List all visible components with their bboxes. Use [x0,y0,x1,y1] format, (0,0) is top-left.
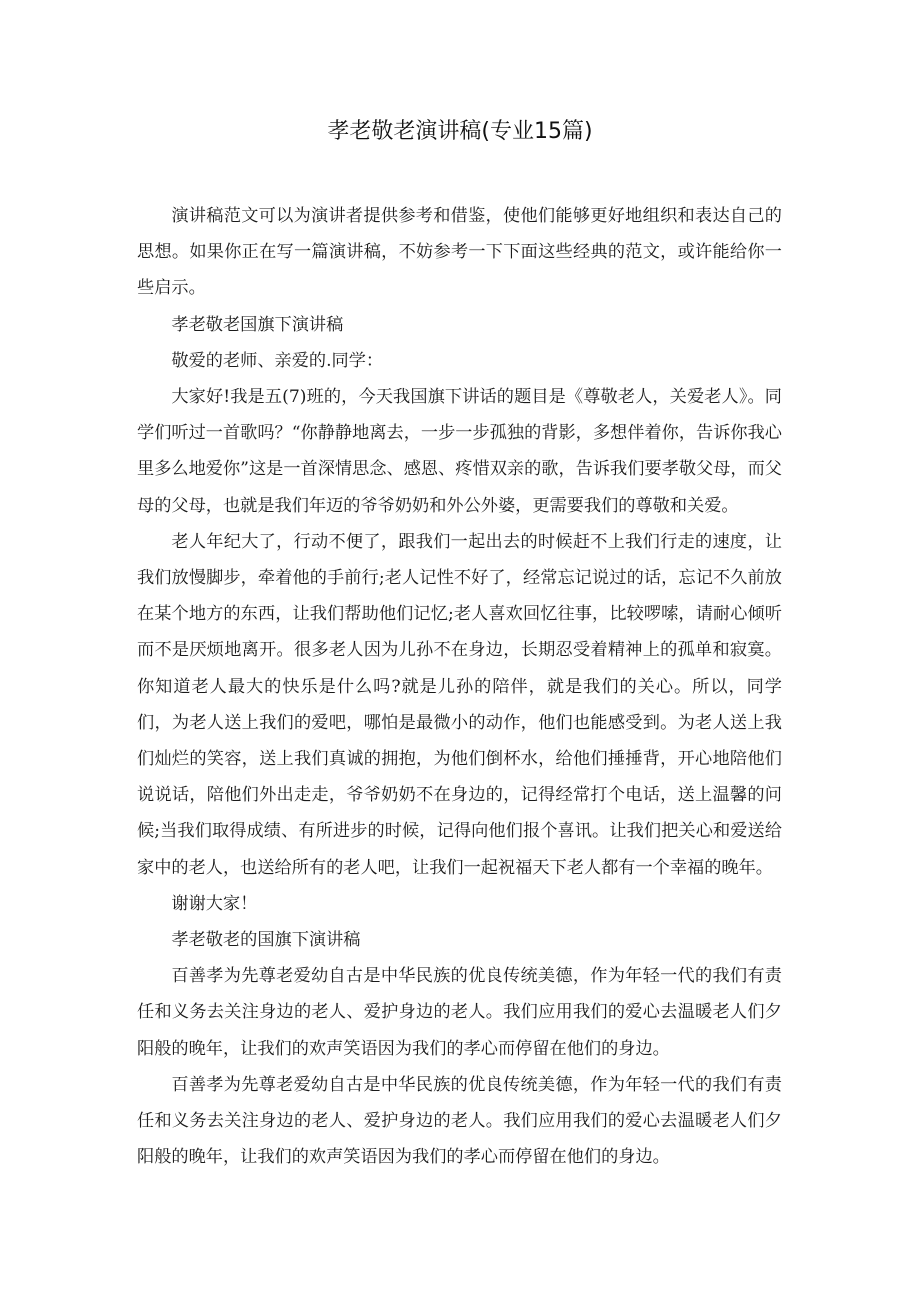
body-paragraph: 老人年纪大了，行动不便了，跟我们一起出去的时候赶不上我们行走的速度，让我们放慢脚步，牵着他的手前行;老人记性不好了，经常忘记说过的话，忘记不久前放在某个地方的东西，让我们帮助他们记忆;老人喜欢回忆往事，比较啰嗦，请耐心倾听而不是厌烦地离开。很多老人因为儿孙不在身边，长期忍受着精神上的孤单和寂寞。你知道老人最大的快乐是什么吗?就是儿孙的陪伴，就是我们的关心。所以，同学们，为老人送上我们的爱吧，哪怕是最微小的动作，他们也能感受到。为老人送上我们灿烂的笑容，送上我们真诚的拥抱，为他们倒杯水，给他们捶捶背，开心地陪他们说说话，陪他们外出走走，爷爷奶奶不在身边的，记得经常打个电话，送上温馨的问候;当我们取得成绩、有所进步的时候，记得向他们报个喜讯。让我们把关心和爱送给家中的老人，也送给所有的老人吧，让我们一起祝福天下老人都有一个幸福的晚年。 [137,531,782,878]
body-paragraph: 大家好!我是五(7)班的，今天我国旗下讲话的题目是《尊敬老人，关爱老人》。同学们听过一首歌吗？“你静静地离去，一步一步孤独的背影，多想伴着你，告诉你我心里多么地爱你”这是一首深情思念、感恩、疼惜双亲的歌，告诉我们要孝敬父母，而父母的父母，也就是我们年迈的爷爷奶奶和外公外婆，更需要我们的尊敬和关爱。 [137,387,782,516]
section-heading: 孝老敬老的国旗下演讲稿 [171,930,361,951]
body-paragraph: 百善孝为先尊老爱幼自古是中华民族的优良传统美德，作为年轻一代的我们有责任和义务去关注身边的老人、爱护身边的老人。我们应用我们的爱心去温暖老人们夕阳般的晚年，让我们的欢声笑语因为我们的孝心而停留在他们的身边。 [137,966,782,1059]
document-title: 孝老敬老演讲稿(专业15篇) [327,119,593,144]
body-paragraph: 百善孝为先尊老爱幼自古是中华民族的优良传统美德，作为年轻一代的我们有责任和义务去关注身边的老人、爱护身边的老人。我们应用我们的爱心去温暖老人们夕阳般的晚年，让我们的欢声笑语因为我们的孝心而停留在他们的身边。 [137,1074,782,1168]
closing-line: 谢谢大家！ [171,893,258,914]
document-body [137,198,782,1175]
salutation: 敬爱的老师、亲爱的.同学： [171,350,384,371]
intro-paragraph: 演讲稿范文可以为演讲者提供参考和借鉴，使他们能够更好地组织和表达自己的思想。如果你正在写一篇演讲稿，不妨参考一下下面这些经典的范文，或许能给你一些启示。 [137,206,782,299]
section-heading: 孝老敬老国旗下演讲稿 [171,314,344,335]
